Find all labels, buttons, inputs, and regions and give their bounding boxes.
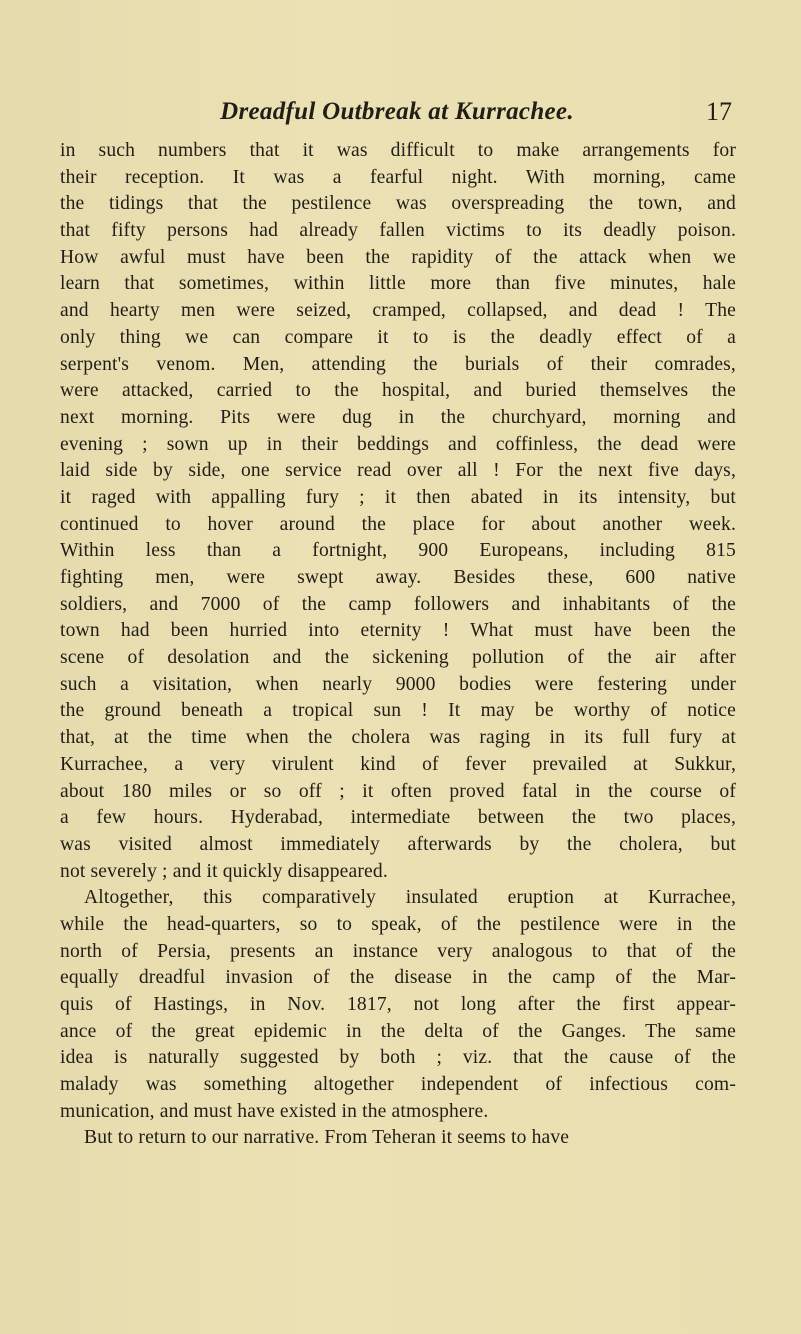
text-line: and hearty men were seized, cramped, collapsed, and dead ! The (60, 300, 736, 322)
text-line: evening ; sown up in their beddings and coffinless, the dead were (60, 433, 736, 455)
page-number: 17 (706, 97, 732, 126)
text-line: was visited almost immediately afterwards by the cholera, but (60, 833, 736, 855)
text-line: about 180 miles or so off ; it often proved fatal in the course of (60, 780, 736, 802)
text-line: such a visitation, when nearly 9000 bodies were festering under (60, 673, 736, 695)
text-line: idea is naturally suggested by both ; viz. that the cause of the (60, 1047, 736, 1069)
text-line: munication, and must have existed in the atmosphere. (60, 1100, 489, 1122)
text-line: quis of Hastings, in Nov. 1817, not long after the first appear- (60, 994, 736, 1015)
text-line: north of Persia, presents an instance very analogous to that of the (60, 940, 736, 962)
text-line: that, at the time when the cholera was raging in its full fury at (60, 727, 736, 749)
text-line: soldiers, and 7000 of the camp followers and inhabitants of the (60, 593, 736, 615)
text-line: their reception. It was a fearful night. With morning, came (60, 166, 736, 188)
text-line: Altogether, this comparatively insulated eruption at Kurrachee, (84, 887, 736, 909)
text-line: malady was something altogether independent of infectious com- (60, 1074, 736, 1096)
text-line: How awful must have been the rapidity of the attack when we (60, 246, 736, 268)
running-head (62, 92, 732, 132)
text-line: ance of the great epidemic in the delta of the Ganges. The same (60, 1020, 736, 1042)
text-line: Within less than a fortnight, 900 Europeans, including 815 (60, 540, 736, 562)
running-head-title: Dreadful Outbreak at Kurrachee. (220, 98, 574, 125)
text-line: serpent's venom. Men, attending the burials of their comrades, (60, 353, 736, 375)
body-text (60, 138, 736, 1152)
text-line: equally dreadful invasion of the disease in the camp of the Mar- (60, 967, 736, 989)
text-line: next morning. Pits were dug in the churchyard, morning and (60, 406, 736, 428)
text-line: town had been hurried into eternity ! What must have been the (60, 620, 736, 642)
text-line: continued to hover around the place for about another week. (60, 513, 736, 535)
text-line: were attacked, carried to the hospital, and buried themselves the (60, 380, 736, 402)
text-line: only thing we can compare it to is the deadly effect of a (60, 326, 736, 348)
text-line: Kurrachee, a very virulent kind of fever prevailed at Sukkur, (60, 753, 736, 775)
text-line: scene of desolation and the sickening pollution of the air after (60, 647, 736, 669)
text-line: learn that sometimes, within little more than five minutes, hale (60, 273, 736, 295)
text-line: laid side by side, one service read over all ! For the next five days, (60, 460, 736, 482)
text-line: a few hours. Hyderabad, intermediate between the two places, (60, 807, 736, 829)
text-line: that fifty persons had already fallen victims to its deadly poison. (60, 220, 736, 242)
text-line: the tidings that the pestilence was overspreading the town, and (60, 193, 736, 215)
text-line: fighting men, were swept away. Besides these, 600 native (60, 567, 736, 588)
text-line: it raged with appalling fury ; it then abated in its intensity, but (60, 486, 736, 508)
text-line: not severely ; and it quickly disappeared. (60, 860, 388, 882)
text-line: in such numbers that it was difficult to make arrangements for (60, 140, 736, 161)
text-line: while the head-quarters, so to speak, of the pestilence were in the (60, 913, 736, 935)
text-line: But to return to our narrative. From Teheran it seems to have (84, 1127, 570, 1149)
text-line: the ground beneath a tropical sun ! It may be worthy of notice (60, 700, 736, 722)
